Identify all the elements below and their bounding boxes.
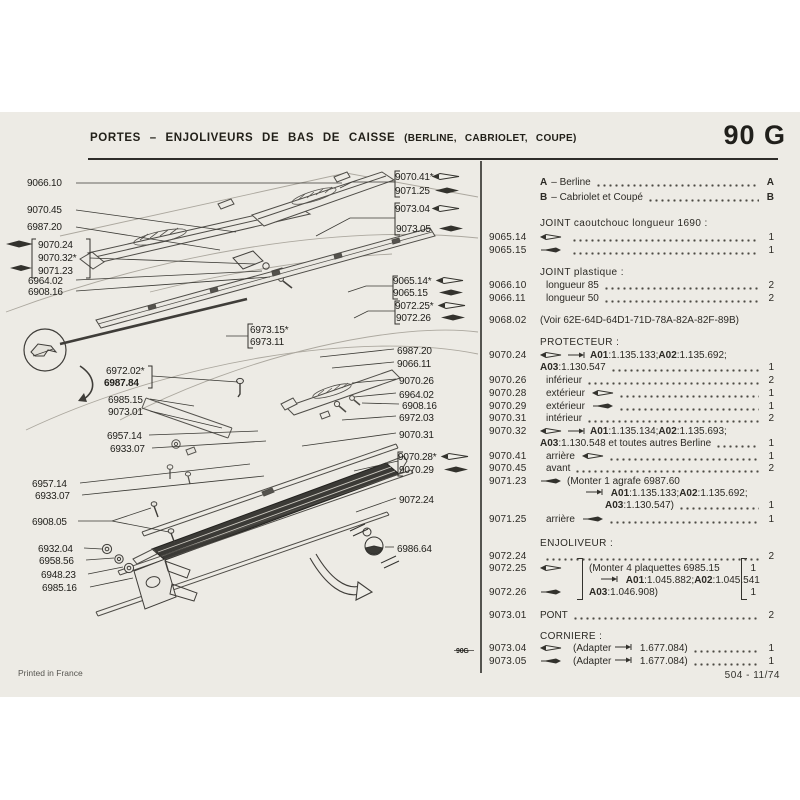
dotted-leader — [694, 663, 759, 666]
part-description: – Cabriolet et Coupé — [551, 191, 643, 203]
diagram-part-label: 6985.15 — [108, 395, 143, 406]
list-section-header — [489, 266, 774, 278]
parts-list-row — [489, 292, 774, 304]
diagram-part-label: 9066.10 — [27, 178, 62, 189]
dotted-leader — [610, 458, 759, 461]
diagram-part-label: 6932.04 — [38, 544, 73, 555]
part-number: 9070.45 — [489, 462, 527, 474]
part-number: 9070.41 — [489, 450, 527, 462]
diagram-part-label: 9072.26 — [396, 313, 431, 324]
quantity: 2 — [768, 374, 774, 386]
diagram-part-label: 6987.84 — [104, 378, 139, 389]
direction-right-icon — [439, 226, 463, 232]
diagram-part-label: 6972.02* — [106, 366, 145, 377]
quantity: 2 — [768, 550, 774, 562]
part-description: – Berline — [551, 176, 591, 188]
dotted-leader — [717, 445, 759, 448]
diagram-part-label: 9070.31 — [399, 430, 434, 441]
dotted-leader — [610, 521, 759, 524]
parts-list-row — [489, 244, 774, 256]
diagram-part-label: 6964.02 — [399, 390, 434, 401]
parts-list-row — [489, 374, 774, 386]
replaced-by-icon — [585, 488, 603, 496]
part-number: 9071.25 — [489, 513, 527, 525]
section-title: CORNIERE : — [540, 630, 603, 642]
quantity: 1 — [768, 400, 774, 412]
part-description: extérieur — [546, 400, 585, 412]
replaced-by-icon — [600, 575, 618, 583]
label-brackets — [32, 171, 403, 476]
title-dash: – — [149, 132, 157, 144]
part-description: A03:1.130.547 — [540, 361, 606, 373]
diagram-part-label: 6908.05 — [32, 517, 67, 528]
part-number: 9066.10 — [489, 279, 527, 291]
part-description: (Voir 62E-64D-64D1-71D-78A-82A-82F-89B) — [540, 314, 739, 326]
part-number: 9070.24 — [489, 349, 527, 361]
dotted-leader — [694, 650, 759, 653]
diagram-part-label: 9070.26 — [399, 376, 434, 387]
direction-left-icon — [540, 233, 562, 241]
diagram-part-label: 6987.20 — [27, 222, 62, 233]
parts-list-row — [489, 609, 774, 621]
diagram-part-label: 6933.07 — [35, 491, 70, 502]
quantity: 1 — [750, 563, 756, 574]
part-number: 9065.14 — [489, 231, 527, 243]
direction-left-icon — [540, 427, 562, 435]
part-number: 9071.23 — [489, 475, 527, 487]
diagram-part-label: 9070.45 — [27, 205, 62, 216]
parts-list-row — [489, 655, 774, 667]
variant-letter: B — [540, 191, 548, 203]
sill-rod-upper — [142, 444, 398, 536]
part-number: 9073.05 — [489, 655, 527, 667]
dotted-leader — [620, 395, 759, 398]
diagram-part-label: 6987.20 — [397, 346, 432, 357]
quantity: 2 — [768, 462, 774, 474]
variant-letter: A — [540, 176, 548, 188]
diagram-part-label: 9071.25 — [395, 186, 430, 197]
section-title: JOINT plastique : — [540, 266, 624, 278]
parts-list-row — [489, 462, 774, 474]
part-number: 9070.29 — [489, 400, 527, 412]
quantity: 2 — [768, 279, 774, 291]
part-description: A01:1.135.133;A02:1.135.692; — [590, 349, 727, 361]
replaced-by-icon — [614, 643, 632, 651]
diagram-part-label: 6973.15* — [250, 325, 289, 336]
parts-list-row — [489, 176, 774, 188]
part-description: (Monter 4 plaquettes 6985.15 — [589, 562, 720, 574]
quantity: 1 — [750, 587, 756, 598]
part-description: PONT — [540, 609, 568, 621]
diagram-part-label: 6985.16 — [42, 583, 77, 594]
diagram-part-label: 9070.29 — [399, 465, 434, 476]
parts-list-row — [489, 349, 774, 361]
dotted-leader — [597, 184, 759, 187]
part-description: A01:1.135.133;A02:1.135.692; — [585, 488, 748, 499]
part-number: 9072.24 — [489, 550, 527, 562]
printed-in-france: Printed in France — [18, 668, 83, 678]
list-section-header — [489, 217, 774, 229]
parts-list-row — [489, 574, 774, 586]
part-description: intérieur — [546, 412, 583, 424]
direction-right-icon — [592, 402, 614, 410]
quantity: 1 — [768, 513, 774, 525]
quantity: 2 — [768, 412, 774, 424]
diagram-part-label: 6957.14 — [32, 479, 67, 490]
title-main: ENJOLIVEURS DE BAS DE CAISSE — [165, 132, 396, 144]
dotted-leader — [612, 369, 759, 372]
part-description: (Adapter 1.677.084) — [573, 655, 688, 667]
part-description: (Adapter 1.677.084) — [573, 642, 688, 654]
title-variants: (BERLINE, CABRIOLET, COUPE) — [404, 133, 577, 144]
part-description: A03:1.130.548 et toutes autres Berline — [540, 437, 712, 449]
list-section-header — [489, 630, 774, 642]
diagram-part-label: 9073.05 — [396, 224, 431, 235]
parts-list-row — [489, 400, 774, 412]
part-number: 9070.32 — [489, 425, 527, 437]
dotted-leader — [574, 617, 759, 620]
part-number: 9065.15 — [489, 244, 527, 256]
quantity: 1 — [768, 642, 774, 654]
curved-arrow — [310, 554, 372, 600]
parts-list-row — [489, 387, 774, 399]
quantity: 1 — [768, 361, 774, 373]
parts-list-row — [489, 562, 774, 574]
diagram-part-label: 6972.03 — [399, 413, 434, 424]
diagram-part-label: 6948.23 — [41, 570, 76, 581]
diagram-part-label: 6957.14 — [107, 431, 142, 442]
parts-list-row — [489, 550, 774, 562]
dotted-leader — [605, 300, 759, 303]
diagram-part-label: 9066.11 — [397, 359, 432, 370]
diagram-part-label: 9065.14* — [393, 276, 432, 287]
parts-list-row — [489, 231, 774, 243]
quantity: 1 — [768, 387, 774, 399]
diagram-part-label: 90G — [456, 648, 469, 655]
quantity: 2 — [768, 609, 774, 621]
part-description: extérieur — [546, 387, 585, 399]
list-section-header — [489, 336, 774, 348]
quantity: 1 — [768, 231, 774, 243]
quantity: A — [766, 176, 774, 188]
quantity: 1 — [768, 437, 774, 449]
part-description: (Monter 1 agrafe 6987.60 — [567, 475, 680, 487]
diagram-part-label: 6964.02 — [28, 276, 63, 287]
dotted-leader — [588, 382, 759, 385]
part-number: 9070.26 — [489, 374, 527, 386]
diagram-part-label: 6973.11 — [250, 337, 285, 348]
quantity: 1 — [768, 499, 774, 511]
parts-list-row — [489, 499, 774, 511]
diagram-part-label: 9072.24 — [399, 495, 434, 506]
direction-right-icon — [540, 477, 562, 485]
diagram-part-label: 6908.16 — [402, 401, 437, 412]
part-description: avant — [546, 462, 571, 474]
grommet-6986-64 — [350, 524, 399, 568]
parts-list-row — [489, 191, 774, 203]
direction-right-icon — [439, 290, 463, 296]
dotted-leader — [620, 408, 759, 411]
dotted-leader — [605, 287, 759, 290]
part-number: 9072.25 — [489, 562, 527, 574]
part-description: A03:1.130.547) — [605, 499, 674, 511]
replaced-by-icon — [567, 427, 585, 435]
parts-list-row — [489, 487, 774, 499]
dotted-leader — [573, 252, 759, 255]
dotted-leader — [576, 470, 759, 473]
part-number: 9073.01 — [489, 609, 527, 621]
quantity: B — [766, 191, 774, 203]
direction-right-icon — [540, 657, 562, 665]
part-number: 9066.11 — [489, 292, 526, 304]
direction-left-icon — [540, 564, 562, 572]
parts-list-row — [489, 586, 774, 598]
part-description: arrière — [546, 513, 575, 525]
dotted-leader — [680, 507, 759, 510]
diagram-part-label: 9071.23 — [38, 266, 73, 277]
direction-left-icon — [540, 644, 562, 652]
quantity: 1 — [768, 244, 774, 256]
diagram-part-label: 9072.25* — [395, 301, 434, 312]
diagram-part-label: 9073.04 — [395, 204, 430, 215]
parts-list-row — [489, 279, 774, 291]
part-number: 9068.02 — [489, 314, 527, 326]
part-number: 9073.04 — [489, 642, 527, 654]
direction-right-icon — [540, 588, 562, 596]
parts-list-row — [489, 642, 774, 654]
diagram-part-label: 6908.16 — [28, 287, 63, 298]
part-description: longueur 85 — [546, 279, 599, 291]
part-description: inférieur — [546, 374, 583, 386]
direction-left-icon — [540, 351, 562, 359]
part-description: longueur 50 — [546, 292, 599, 304]
parts-list-row — [489, 450, 774, 462]
section-title: PROTECTEUR : — [540, 336, 620, 348]
part-number: 9072.26 — [489, 586, 527, 598]
diagram-part-label: 6986.64 — [397, 544, 432, 555]
diagram-part-label: 6958.56 — [39, 556, 74, 567]
parts-list-row — [489, 314, 774, 326]
diagram-part-label: 9070.32* — [38, 253, 77, 264]
direction-right-icon — [540, 246, 562, 254]
catalog-reference: 504 - 11/74 — [724, 670, 780, 681]
rotation-arrow-small — [78, 366, 93, 402]
diagram-part-label: 6933.07 — [110, 444, 145, 455]
diagram-part-label: 9065.15 — [393, 288, 428, 299]
screw-6972 — [237, 378, 244, 397]
quantity: 1 — [768, 655, 774, 667]
dotted-leader — [649, 199, 759, 202]
part-description: A01:1.045.882;A02:1.045.541 — [600, 575, 760, 586]
diagram-part-label: 9073.01 — [108, 407, 143, 418]
part-description: A03:1.046.908) — [589, 586, 658, 598]
direction-right-icon — [441, 315, 465, 321]
dotted-leader — [546, 558, 759, 561]
replaced-by-icon — [614, 656, 632, 664]
part-number: 9070.31 — [489, 412, 527, 424]
parts-list-row — [489, 425, 774, 437]
diagram-part-label: 9070.24 — [38, 240, 73, 251]
parts-list-row — [489, 513, 774, 525]
screws-6908-05 — [151, 502, 175, 544]
parts-list-row — [489, 437, 774, 449]
direction-left-icon — [582, 452, 604, 460]
title-section: PORTES — [90, 132, 141, 144]
part-description: A01:1.135.134;A02:1.135.693; — [590, 425, 727, 437]
plate-number: 90 G — [723, 120, 786, 150]
quantity: 1 — [768, 450, 774, 462]
dotted-leader — [588, 420, 759, 423]
quantity: 2 — [768, 292, 774, 304]
parts-list-row — [489, 412, 774, 424]
list-section-header — [489, 537, 774, 549]
diagram-part-label: 9070.41* — [395, 172, 434, 183]
dotted-leader — [573, 239, 759, 242]
direction-right-icon — [582, 515, 604, 523]
direction-left-icon — [592, 389, 614, 397]
section-title: JOINT caoutchouc longueur 1690 : — [540, 217, 708, 229]
direction-left-icons — [6, 241, 33, 272]
part-number: 9070.28 — [489, 387, 527, 399]
part-description: arrière — [546, 450, 575, 462]
parts-list-row — [489, 475, 774, 487]
diagram-part-label: 9070.28* — [398, 452, 437, 463]
section-title: ENJOLIVEUR : — [540, 537, 614, 549]
parts-list-row — [489, 361, 774, 373]
replaced-by-icon — [567, 351, 585, 359]
direction-right-icon — [444, 467, 468, 473]
